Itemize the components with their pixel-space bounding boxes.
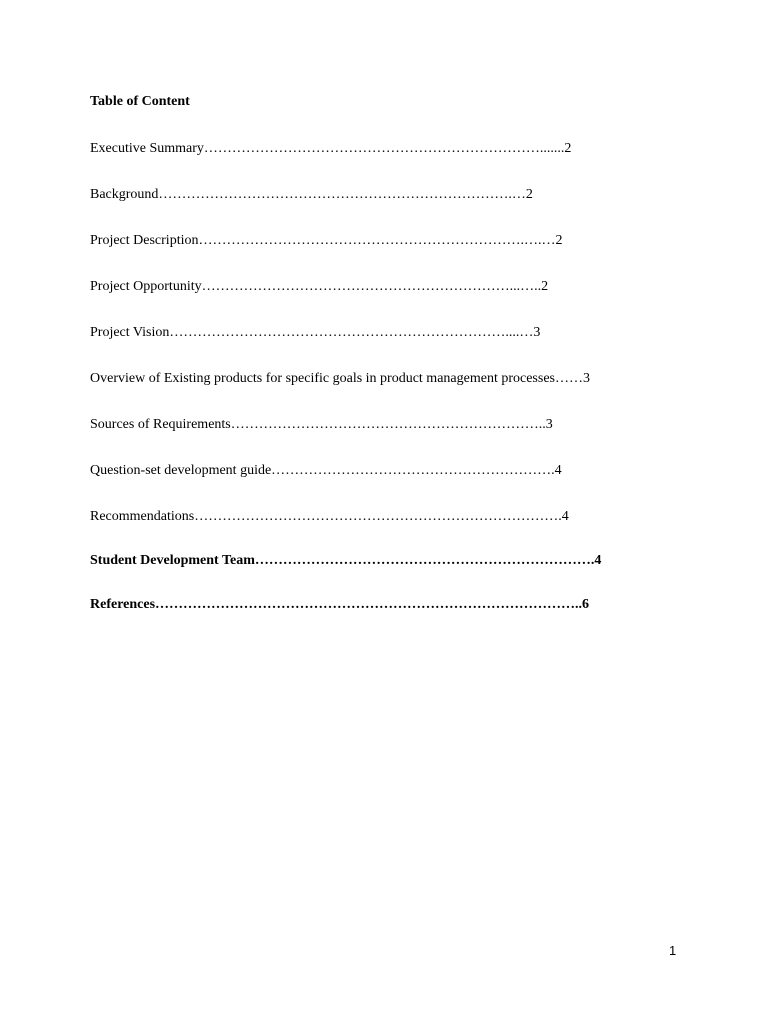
toc-entry-references: References………………………………………………………………………………..6 (90, 597, 590, 612)
toc-entry-question-set-guide: Question-set development guide…………………………………………………….4 (90, 463, 562, 478)
toc-entry-background: Background………………………………………………………………….…2 (90, 187, 533, 202)
toc-entry-student-development-team: Student Development Team……………………………………………………………….4 (90, 553, 602, 568)
toc-entry-project-opportunity: Project Opportunity…………………………………………………………...…..2 (90, 279, 549, 294)
toc-entry-recommendations: Recommendations…………………………………………………………………….4 (90, 509, 569, 524)
toc-entry-overview-existing-products: Overview of Existing products for specific goals in product management processes……3 (90, 371, 590, 386)
toc-entry-project-vision: Project Vision………………………………………………………………....…3 (90, 325, 541, 340)
toc-entry-executive-summary: Executive Summary……………………………………………………………….......2 (90, 141, 572, 156)
page-number: 1 (669, 943, 677, 958)
toc-entry-project-description: Project Description…………………………………………………………….….…2 (90, 233, 563, 248)
toc-entry-sources-of-requirements: Sources of Requirements…………………………………………………………..3 (90, 417, 553, 432)
toc-title: Table of Content (90, 94, 190, 109)
